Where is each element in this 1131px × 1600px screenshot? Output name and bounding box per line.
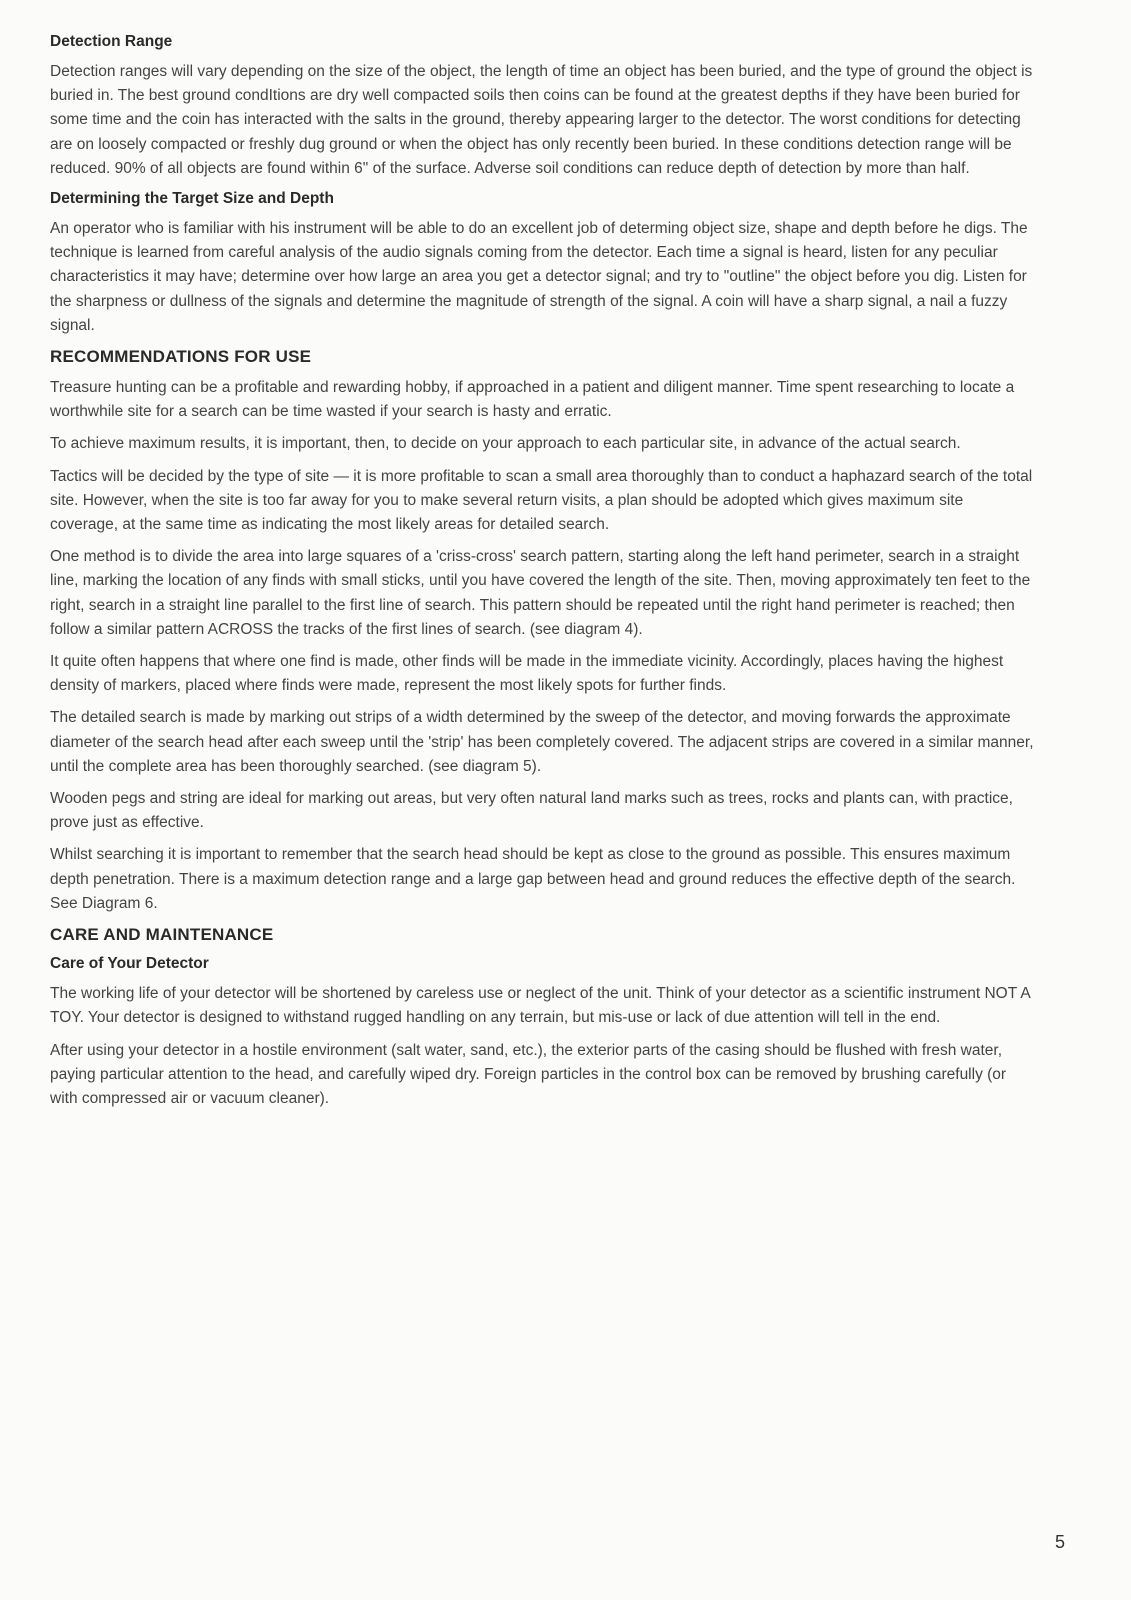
section-care-of-detector (50, 954, 1035, 1111)
section-care-maintenance (50, 924, 1035, 946)
paragraph: To achieve maximum results, it is important, then, to decide on your approach to each particular site, in advance of the actual search. (50, 435, 961, 453)
section-target-size-depth (50, 189, 1035, 338)
paragraph: After using your detector in a hostile environment (salt water, sand, etc.), the exterior parts of the casing should be flushed with fresh water, paying particular attention to the head, and carefully wiped dry. Foreign particles in the control box can be removed by brushing carefully (or with compressed air or vacuum cleaner). (50, 1041, 1007, 1107)
paragraph: One method is to divide the area into large squares of a 'criss-cross' search pattern, starting along the left hand perimeter, search in a straight line, marking the location of any finds with small sticks, until you have covered the length of the site. Then, moving approximately ten feet to the right, search in a straight line parallel to the first line of search. This pattern should be repeated until the right hand perimeter is reached; then follow a similar pattern ACROSS the tracks of the first lines of search. (see diagram 4). (50, 548, 1031, 638)
paragraph: Whilst searching it is important to remember that the search head should be kept as close to the ground as possible. This ensures maximum depth penetration. There is a maximum detection range and a large gap between head and ground reduces the effective depth of the search. (50, 846, 1016, 888)
paragraph: It quite often happens that where one find is made, other finds will be made in the immediate vicinity. Accordingly, places having the highest density of markers, placed where finds were made, represent the most likely spots for further finds. (50, 653, 1004, 695)
paragraph: Wooden pegs and string are ideal for marking out areas, but very often natural land marks such as trees, rocks and plants can, with practice, prove just as effective. (50, 790, 1013, 832)
paragraph: Detection ranges will vary depending on the size of the object, the length of time an object has been buried, and the type of ground the object is buried in. The best ground condItions are dry well compacted soils then coins can be found at the greatest depths if they have been buried for some time and the coin has interacted with the salts in the ground, thereby appearing larger to the detector. The worst conditions for detecting are on loosely compacted or freshly dug ground or when the object has only recently been buried. In these conditions detection range will be reduced. 90% of all objects are found within 6" of the surface. Adverse soil conditions can reduce depth of detection by more than half. (50, 63, 1033, 177)
paragraph: An operator who is familiar with his instrument will be able to do an excellent job of determing object size, shape and depth before he digs. The technique is learned from careful analysis of the audio signals coming from the detector. Each time a signal is heard, listen for any peculiar characteristics it may have; determine over how large an area you get a detector signal; and try to "outline" the object before you dig. Listen for the sharpness or dullness of the signals and determine the magnitude of strength of the signal. A coin will have a sharp signal, a nail a fuzzy signal. (50, 220, 1028, 334)
heading-recommendations: RECOMMENDATIONS FOR USE (50, 347, 312, 367)
paragraph: The detailed search is made by marking out strips of a width determined by the sweep of the detector, and moving forwards the approximate diameter of the search head after each sweep until the 'strip' has been completely covered. The adjacent strips are covered in a similar manner, until the complete area has been thoroughly searched. (see diagram 5). (50, 709, 1034, 775)
paragraph: See Diagram 6. (50, 894, 158, 912)
heading-care-maintenance: CARE AND MAINTENANCE (50, 925, 274, 945)
section-detection-range (50, 32, 1035, 181)
heading-care-of-detector: Care of Your Detector (50, 955, 209, 973)
heading-detection-range: Detection Range (50, 33, 173, 50)
paragraph: The working life of your detector will be shortened by careless use or neglect of the unit. Think of your detector as a scientific instrument NOT A TOY. Your detector is designed to withstand rugged handling on any terrain, but mis-use or lack of due attention will tell in the end. (50, 985, 1030, 1027)
document-page (50, 24, 1035, 1119)
paragraph: Tactics will be decided by the type of site — it is more profitable to scan a small area thoroughly than to conduct a haphazard search of the total site. However, when the site is too far away for you to make several return visits, a plan should be adopted which gives maximum site coverage, at the same time as indicating the most likely areas for detailed search. (50, 467, 1033, 534)
section-recommendations (50, 346, 1035, 916)
paragraph: Treasure hunting can be a profitable and rewarding hobby, if approached in a patient and diligent manner. Time spent researching to locate a worthwhile site for a search can be time wasted if your search is hasty and erratic. (50, 379, 1015, 421)
page-number: 5 (1054, 1532, 1065, 1552)
heading-target-size-depth: Determining the Target Size and Depth (50, 190, 334, 208)
